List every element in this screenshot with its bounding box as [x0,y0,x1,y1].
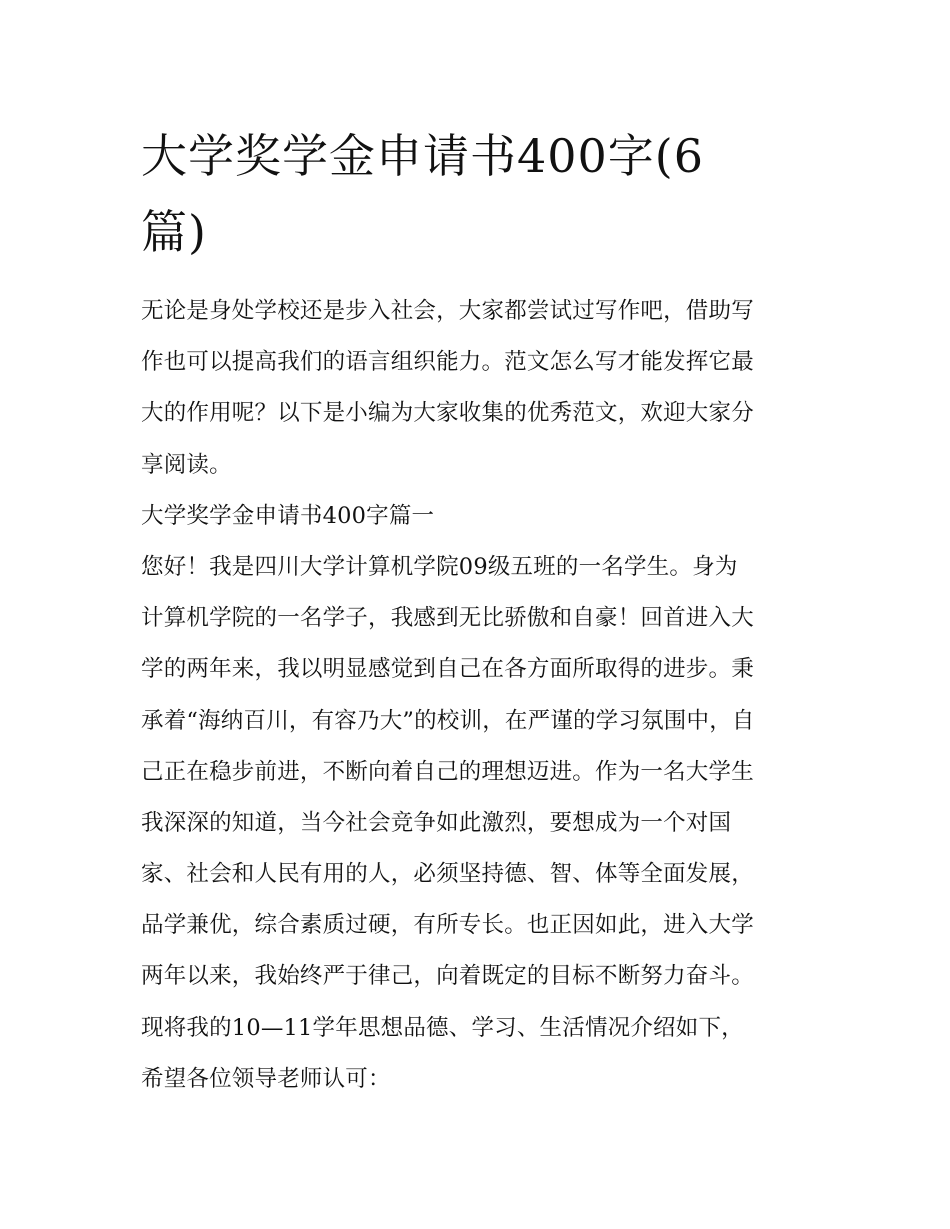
intro-line: 无论是身处学校还是步入社会，大家都尝试过写作吧，借助写 [141,298,754,324]
section-line: 学的两年来，我以明显感觉到自己在各方面所取得的进步。秉 [141,656,754,683]
section-line: 希望各位领导老师认可： [141,1065,391,1092]
section-line: 我深深的知道，当今社会竞争如此激烈，要想成为一个对国 [141,809,732,836]
intro-line: 享阅读。 [141,451,232,478]
title-line-2: 篇) [141,205,207,259]
section-line: 计算机学院的一名学子，我感到无比骄傲和自豪！回首进入大 [141,605,754,632]
section-line: 现将我的10—11学年思想品德、学习、生活情况介绍如下， [141,1014,744,1041]
section-line: 您好！我是四川大学计算机学院09级五班的一名学生。身为 [141,553,738,580]
title-line-1: 大学奖学金申请书400字(6 [141,129,705,183]
page-title [141,118,821,270]
section-heading: 大学奖学金申请书400字篇一 [141,502,435,529]
intro-line: 大的作用呢？以下是小编为大家收集的优秀范文，欢迎大家分 [141,400,754,427]
section-line: 承着“海纳百川，有容乃大”的校训，在严谨的学习氛围中，自 [141,707,755,734]
intro-line: 作也可以提高我们的语言组织能力。范文怎么写才能发挥它最 [141,349,754,376]
section-paragraph [141,542,821,1105]
document-page [141,118,821,1105]
intro-paragraph [141,286,821,491]
document-body [141,286,821,1105]
section-line: 品学兼优，综合素质过硬，有所专长。也正因如此，进入大学 [141,912,754,939]
section-line: 家、社会和人民有用的人，必须坚持德、智、体等全面发展， [141,861,754,888]
section-line: 己正在稳步前进，不断向着自己的理想迈进。作为一名大学生 [141,758,754,785]
section-line: 两年以来，我始终严于律己，向着既定的目标不断努力奋斗。 [141,963,754,990]
